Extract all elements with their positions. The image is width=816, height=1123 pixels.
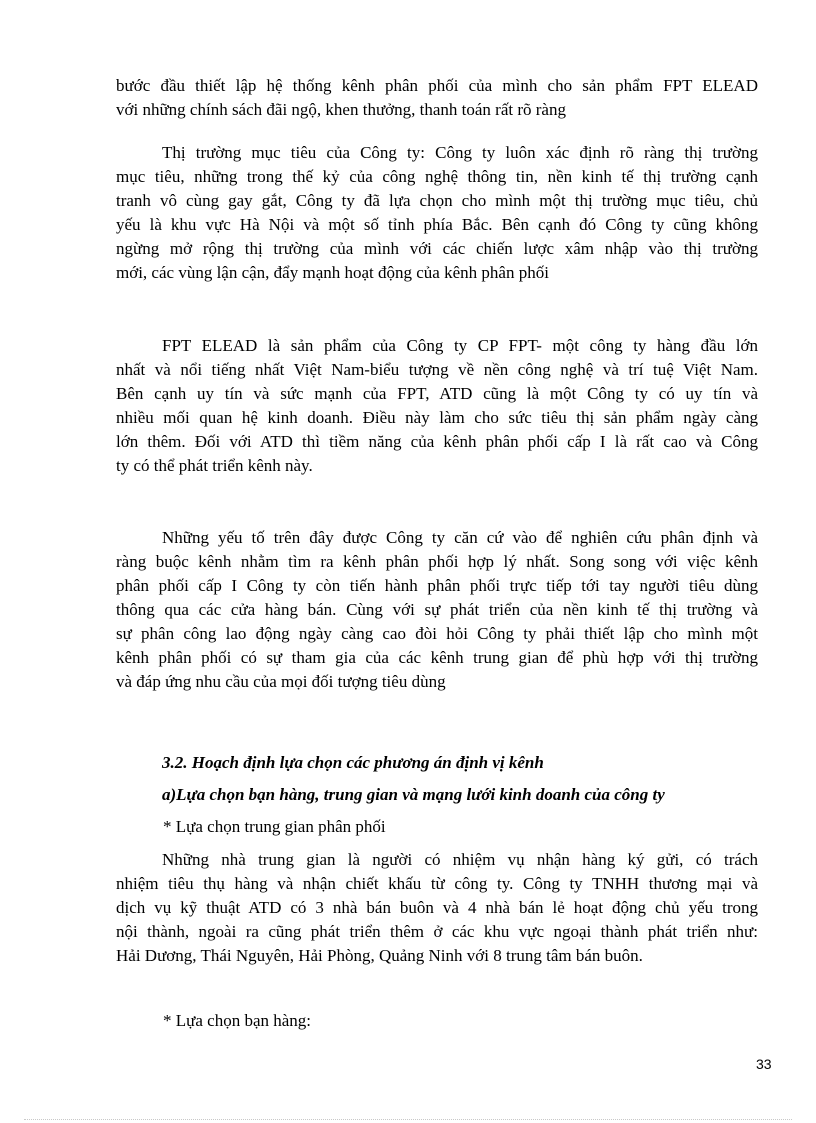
text-line: ty có thể phát triển kênh này. [116, 456, 313, 475]
text-line: FPT ELEAD là sản phẩm của Công ty CP FPT- một công ty hàng đầu lớn [162, 336, 758, 355]
bullet-partner: * Lựa chọn bạn hàng: [163, 1011, 312, 1030]
text-line: Những yếu tố trên đây được Công ty căn cứ vào để nghiên cứu phân định và [162, 528, 758, 547]
text-line: lớn thêm. Đối với ATD thì tiềm năng của kênh phân phối cấp I là rất cao và Công [116, 432, 758, 451]
text-line: Thị trường mục tiêu của Công ty: Công ty luôn xác định rõ ràng thị trường [162, 143, 758, 162]
text-line: và đáp ứng nhu cầu của mọi đối tượng tiêu dùng [116, 672, 446, 691]
paragraph-continuation [116, 74, 758, 122]
text-line: nhiều mối quan hệ kinh doanh. Điều này làm cho sức tiêu thị sản phẩm ngày càng [116, 408, 758, 427]
text-line: bước đầu thiết lập hệ thống kênh phân phối của mình cho sản phẩm FPT ELEAD [116, 76, 758, 95]
subsection-heading: a)Lựa chọn bạn hàng, trung gian và mạng lưới kinh doanh của công ty [162, 785, 665, 804]
text-line: Bên cạnh uy tín và sức mạnh của FPT, ATD cũng là một Công ty có uy tín và [116, 384, 758, 403]
text-line: với những chính sách đãi ngộ, khen thưởng, thanh toán rất rõ ràng [116, 100, 566, 119]
text-line: yếu là khu vực Hà Nội và một số tỉnh phía Bắc. Bên cạnh đó Công ty cũng không [116, 215, 758, 234]
text-line: Những nhà trung gian là người có nhiệm vụ nhận hàng ký gửi, có trách [162, 850, 758, 869]
bullet-intermediary: * Lựa chọn trung gian phân phối [163, 817, 386, 836]
text-line: ràng buộc kênh nhằm tìm ra kênh phân phối hợp lý nhất. Song song với việc kênh [116, 552, 758, 571]
text-line: thông qua các cửa hàng bán. Cùng với sự phát triển của nền kinh tế thị trường và [116, 600, 758, 619]
paragraph-intermediaries [116, 848, 758, 968]
page-bottom-divider [24, 1119, 792, 1120]
text-line: Hải Dương, Thái Nguyên, Hải Phòng, Quảng Ninh với 8 trung tâm bán buôn. [116, 946, 643, 965]
text-line: dịch vụ kỹ thuật ATD có 3 nhà bán buôn và 4 nhà bán lẻ hoạt động chủ yếu trong [116, 898, 758, 917]
text-line: nhiệm tiêu thụ hàng và nhận chiết khấu từ công ty. Công ty TNHH thương mại và [116, 874, 758, 893]
text-line: sự phân công lao động ngày càng cao đòi hỏi Công ty phải thiết lập cho mình một [116, 624, 758, 643]
text-line: nhất và nổi tiếng nhất Việt Nam-biểu tượng về nền công nghệ và trí tuệ Việt Nam. [116, 360, 758, 379]
text-line: nội thành, ngoài ra cũng phát triển thêm ở các khu vực ngoại thành phát triển như: [116, 922, 758, 941]
page-number: 33 [756, 1056, 772, 1072]
paragraph-fpt-elead [116, 334, 758, 478]
paragraph-factors [116, 526, 758, 694]
text-line: ngừng mở rộng thị trường của mình với các chiến lược xâm nhập vào thị trường [116, 239, 758, 258]
section-heading: 3.2. Hoạch định lựa chọn các phương án định vị kênh [162, 753, 544, 772]
text-line: mục tiêu, những trong thế kỷ của công nghệ thông tin, nền kinh tế thị trường cạnh [116, 167, 758, 186]
paragraph-target-market [116, 141, 758, 285]
text-line: phân phối cấp I Công ty còn tiến hành phân phối trực tiếp tới tay người tiêu dùng [116, 576, 758, 595]
text-line: mới, các vùng lận cận, đẩy mạnh hoạt động của kênh phân phối [116, 263, 549, 282]
text-line: tranh vô cùng gay gắt, Công ty đã lựa chọn cho mình một thị trường mục tiêu, chủ [116, 191, 758, 210]
text-line: kênh phân phối có sự tham gia của các kênh trung gian để phù hợp với thị trường [116, 648, 758, 667]
